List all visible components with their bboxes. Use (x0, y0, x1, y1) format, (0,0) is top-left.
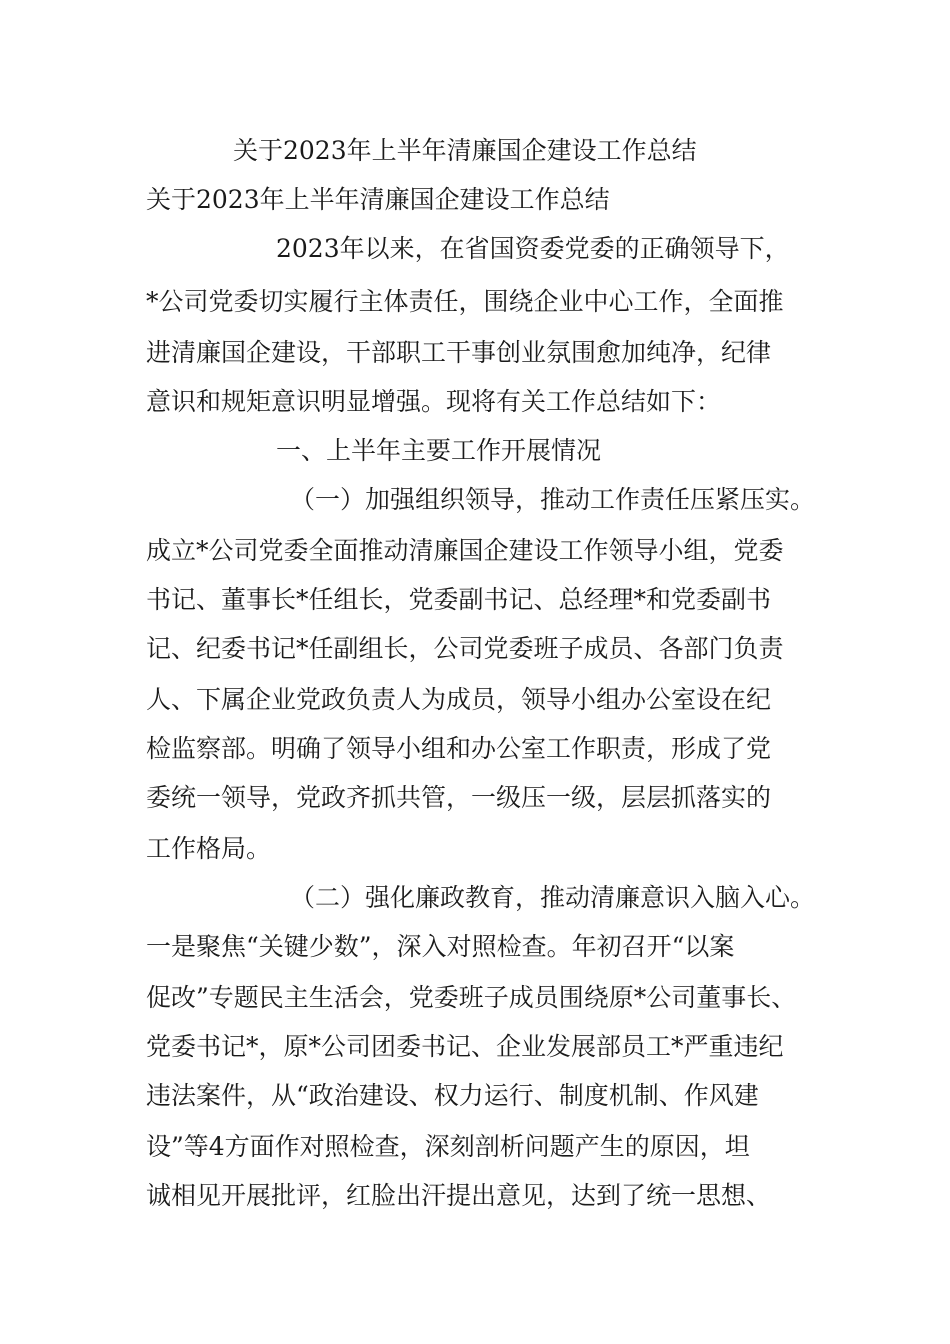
intro-line: 2023年以来，在省国资委党委的正确领导下， (276, 234, 790, 263)
intro-line: 意识和规矩意识明显增强。现将有关工作总结如下： (146, 387, 722, 416)
intro-line: 进清廉国企建设，干部职工干事创业氛围愈加纯净，纪律 (146, 338, 772, 367)
section-heading: 一、上半年主要工作开展情况 (276, 436, 602, 465)
paragraph-line: 促改”专题民主生活会，党委班子成员围绕原*公司董事长、 (146, 983, 797, 1012)
paragraph-line: 设”等4方面作对照检查，深刻剖析问题产生的原因，坦 (146, 1132, 750, 1161)
paragraph-line: 书记、董事长*任组长，党委副书记、总经理*和党委副书 (146, 585, 772, 614)
paragraph-line: 委统一领导，党政齐抓共管，一级压一级，层层抓落实的 (146, 783, 772, 812)
paragraph-line: 成立*公司党委全面推动清廉国企建设工作领导小组，党委 (146, 536, 784, 565)
paragraph-line: 党委书记*，原*公司团委书记、企业发展部员工*严重违纪 (146, 1032, 784, 1061)
paragraph-line: 人、下属企业党政负责人为成员，领导小组办公室设在纪 (146, 685, 772, 714)
paragraph-line: 检监察部。明确了领导小组和办公室工作职责，形成了党 (146, 734, 772, 763)
paragraph-line: 一是聚焦“关键少数”，深入对照检查。年初召开“以案 (146, 932, 735, 961)
document-title-repeat: 关于2023年上半年清廉国企建设工作总结 (146, 185, 610, 214)
subsection-heading: （一）加强组织领导，推动工作责任压紧压实。 (290, 485, 816, 514)
intro-line: *公司党委切实履行主体责任，围绕企业中心工作，全面推 (146, 287, 784, 316)
document-title: 关于2023年上半年清廉国企建设工作总结 (233, 136, 697, 165)
subsection-heading: （二）强化廉政教育，推动清廉意识入脑入心。 (290, 883, 816, 912)
paragraph-line: 违法案件，从“政治建设、权力运行、制度机制、作风建 (146, 1081, 759, 1110)
paragraph-line: 诚相见开展批评，红脸出汗提出意见，达到了统一思想、 (146, 1181, 772, 1210)
paragraph-line: 工作格局。 (146, 834, 272, 863)
paragraph-line: 记、纪委书记*任副组长，公司党委班子成员、各部门负责 (146, 634, 784, 663)
